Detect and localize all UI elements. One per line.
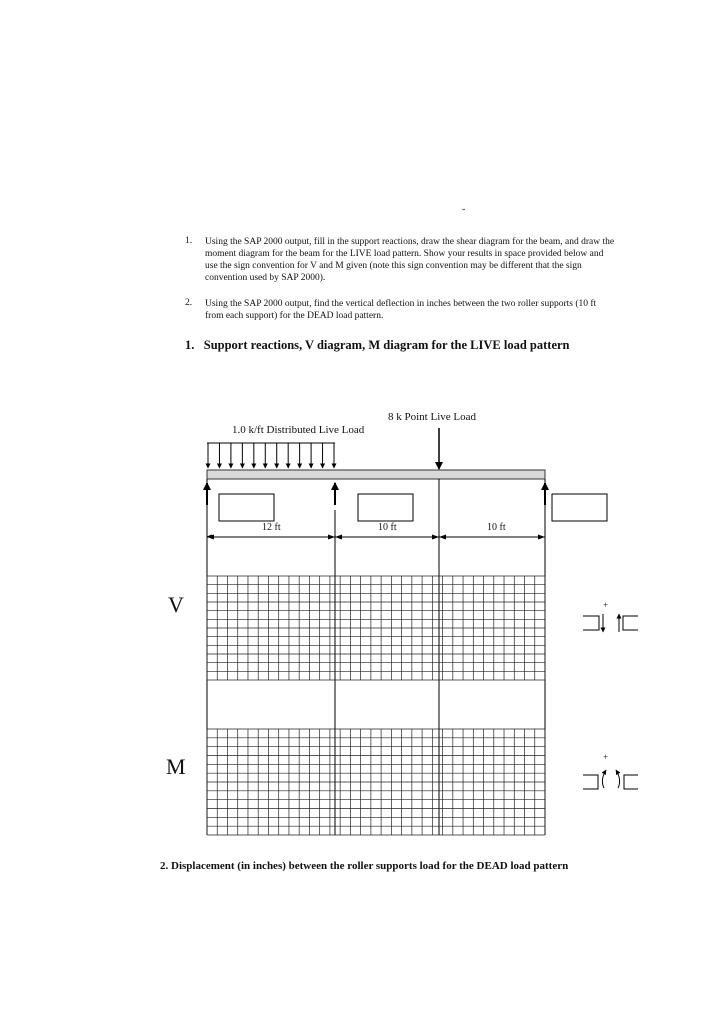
instruction-1-number: 1.: [185, 236, 193, 246]
instruction-2-line-1: Using the SAP 2000 output, find the vertical deflection in inches between the two roller supports (10 ft: [205, 299, 597, 309]
instruction-2-number: 2.: [185, 298, 193, 308]
reaction-box-right: [552, 494, 607, 521]
point-load-label: 8 k Point Live Load: [388, 411, 476, 423]
span-1-label: 12 ft: [262, 522, 281, 533]
stray-mark: ˘: [462, 208, 466, 219]
instruction-1-line-3: use the sign convention for V and M given (note this sign convention may be different that the sign: [205, 261, 582, 271]
section-2-heading: 2. Displacement (in inches) between the roller supports load for the DEAD load pattern: [160, 860, 569, 872]
distributed-load-label: 1.0 k/ft Distributed Live Load: [232, 424, 365, 436]
shear-plus-sign: +: [603, 600, 609, 610]
instruction-2-line-2: from each support) for the DEAD load pattern.: [205, 311, 384, 321]
distributed-load: [207, 443, 335, 468]
moment-sign-convention-icon: [583, 770, 638, 789]
instruction-1-line-4: convention used by SAP 2000).: [205, 273, 326, 283]
section-1-heading: 1. Support reactions, V diagram, M diagram for the LIVE load pattern: [185, 338, 570, 352]
reaction-box-left: [219, 494, 274, 521]
instruction-1-line-1: Using the SAP 2000 output, fill in the support reactions, draw the shear diagram for the beam, and draw the: [205, 237, 615, 247]
shear-sign-convention-icon: [583, 614, 638, 632]
shear-grid: [207, 576, 545, 680]
m-diagram-label: M: [166, 754, 186, 779]
moment-plus-sign: +: [603, 752, 609, 762]
moment-grid: [207, 729, 545, 835]
span-3-label: 10 ft: [487, 522, 506, 533]
span-2-label: 10 ft: [378, 522, 397, 533]
instruction-1-line-2: moment diagram for the beam for the LIVE load pattern. Show your results in space provided below and: [205, 249, 604, 259]
beam: [207, 470, 545, 479]
v-diagram-label: V: [168, 592, 184, 617]
reaction-box-middle: [358, 494, 413, 521]
